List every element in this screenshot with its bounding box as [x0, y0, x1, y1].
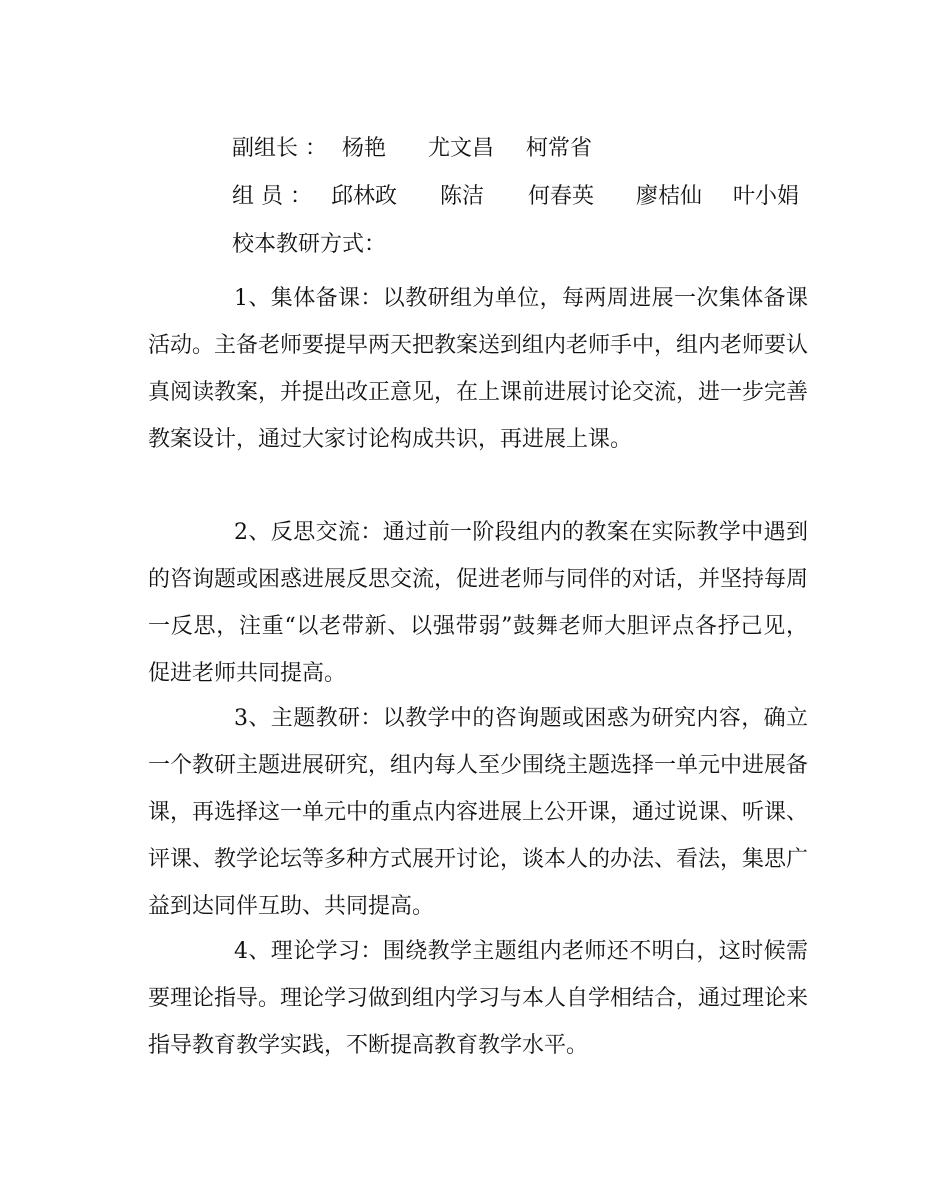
member-name: 邱林政 — [331, 184, 398, 209]
deputy-label: 副组长 ： — [232, 136, 327, 161]
paragraph-collective-lesson-prep: 1、集体备课：以教研组为单位，每两周进展一次集体备课活动。主备老师要提早两天把教案送到组内老师手中，组内老师要认真阅读教案，并提出改正意见，在上课前进展讨论交流，进一步完善教案设计，通过大家讨论构成共识，再进展上课。 — [148, 286, 809, 452]
paragraph-theory-study: 4、理论学习：围绕教学主题组内老师还不明白，这时候需要理论指导。理论学习做到组内学习与本人自学相结合，通过理论来指导教育教学实践，不断提高教育教学水平。 — [148, 939, 809, 1058]
paragraph-reflection-exchange: 2、反思交流：通过前一阶段组内的教案在实际教学中遇到的咨询题或困惑进展反思交流，促进老师与同伴的对话，并坚持每周一反思，注重“以老带新、以强带弱”鼓舞老师大胆评点各抒己见，促进老师共同提高。 — [148, 520, 809, 686]
deputy-name: 尤文昌 — [428, 136, 495, 161]
deputy-name: 柯常省 — [526, 136, 593, 161]
paragraph-theme-research: 3、主题教研：以教学中的咨询题或困惑为研究内容，确立一个教研主题进展研究，组内每人至少围绕主题选择一单元中进展备课，再选择这一单元中的重点内容进展上公开课，通过说课、听课、评课、教学论坛等多种方式展开讨论，谈本人的办法、看法，集思广益到达同伴互助、共同提高。 — [148, 706, 809, 919]
member-name: 廖桔仙 — [636, 184, 703, 209]
member-label: 组 员 ： — [232, 184, 312, 209]
member-name: 叶小娟 — [733, 184, 800, 209]
member-name: 何春英 — [528, 184, 595, 209]
deputy-name: 杨艳 — [342, 136, 387, 161]
section-heading: 校本教研方式： — [232, 232, 387, 257]
member-name: 陈洁 — [440, 184, 485, 209]
